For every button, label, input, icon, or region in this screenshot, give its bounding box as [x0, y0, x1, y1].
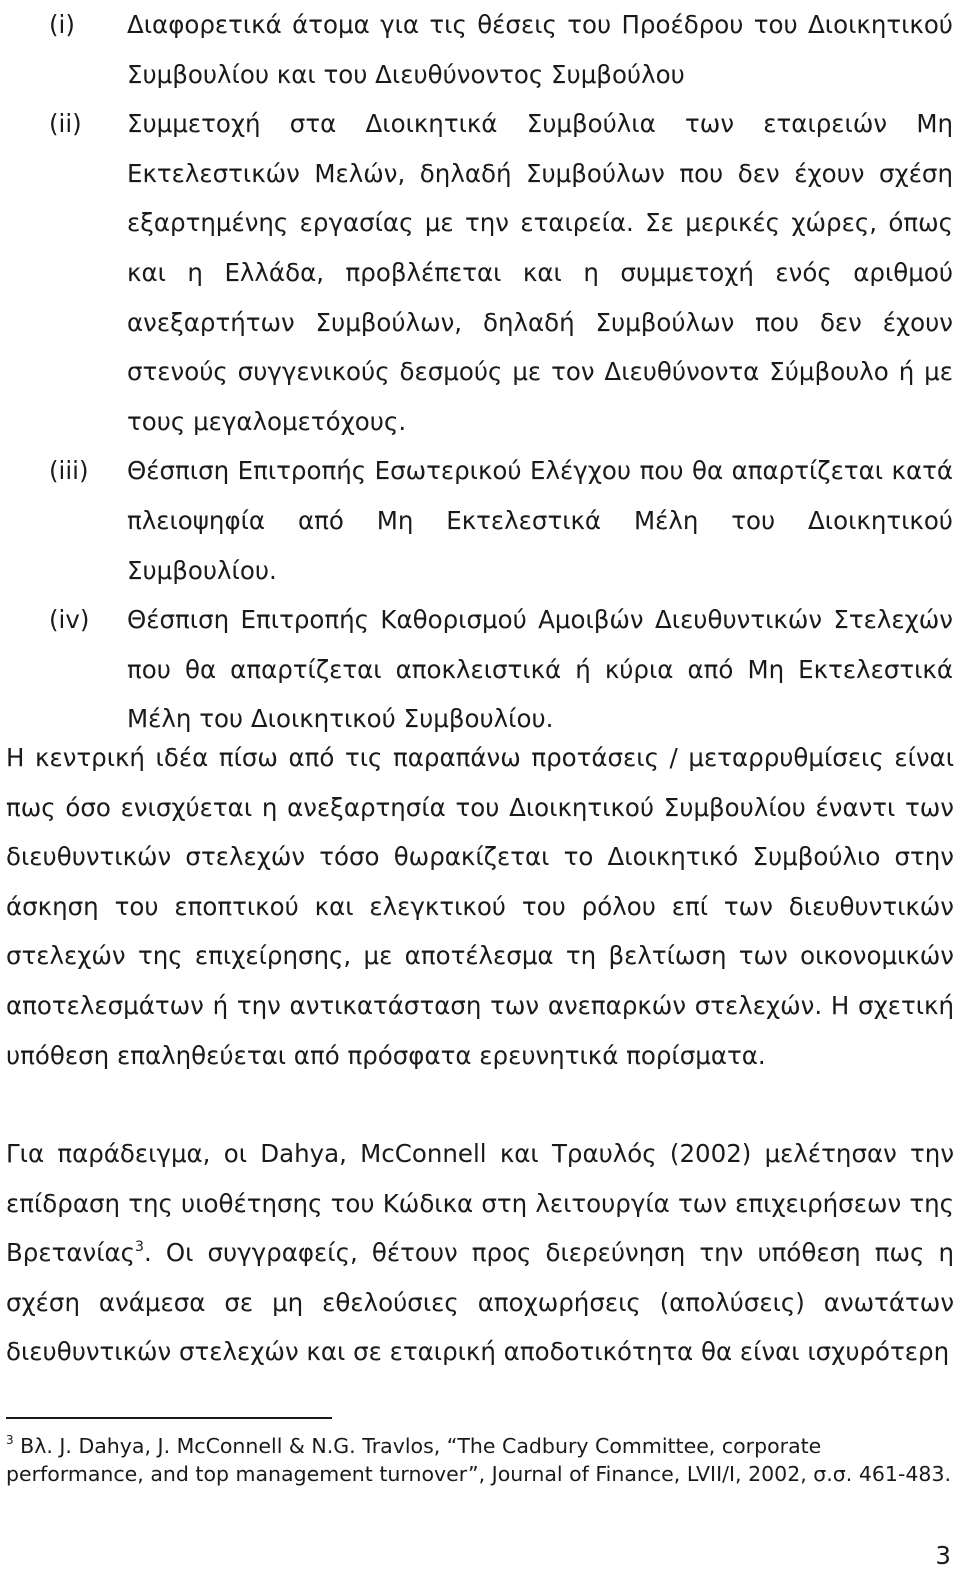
list-item-iii: [0, 446, 960, 595]
list-item-marker: (ii): [49, 109, 82, 139]
list-item-text: Συμμετοχή στα Διοικητικά Συμβούλια των εταιρειών Μη Εκτελεστικών Μελών, δηλαδή Συμβούλων που δεν έχουν σχέση εξαρτημένης εργασίας με την εταιρεία. Σε μερικές χώρες, όπως και η Ελλάδα, προβλέπεται και η συμμετοχή ενός αριθμού ανεξαρτήτων Συμβούλων, δηλαδή Συμβούλων που δεν έχουν στενούς συγγενικούς δεσμούς με τον Διευθύνοντα Σύμβουλο ή με τους μεγαλομετόχους.: [127, 109, 953, 436]
list-item-text: Θέσπιση Επιτροπής Εσωτερικού Ελέγχου που θα απαρτίζεται κατά πλειοψηφία από Μη Εκτελεστικά Μέλη του Διοικητικού Συμβουλίου.: [127, 456, 953, 585]
list-item-iv: [0, 595, 960, 744]
recommendations-list: [0, 0, 960, 744]
footnote-number: 3: [6, 1433, 14, 1447]
footnote-separator: [6, 1417, 332, 1419]
page-number: 3: [935, 1541, 951, 1570]
footnote-text: Βλ. J. Dahya, J. McConnell & N.G. Travlos, “The Cadbury Committee, corporate performance, and top management turnover”, Journal of Finance, LVII/I, 2002, σ.σ. 461-483.: [6, 1434, 952, 1486]
list-item-marker: (i): [49, 10, 75, 39]
list-item-ii: [0, 99, 960, 446]
list-item-text: Διαφορετικά άτομα για τις θέσεις του Προέδρου του Διοικητικού Συμβουλίου και του Διευθύνοντος Συμβούλου: [127, 10, 953, 89]
footnote: [6, 1432, 956, 1488]
list-item-marker: (iv): [49, 605, 90, 635]
body-paragraph-central-idea: Η κεντρική ιδέα πίσω από τις παραπάνω προτάσεις / μεταρρυθμίσεις είναι πως όσο ενισχύεται η ανεξαρτησία του Διοικητικού Συμβουλίου έναντι των διευθυντικών στελεχών τόσο θωρακίζεται το Διοικητικό Συμβούλιο στην άσκηση του εποπτικού και ελεγκτικού του ρόλου επί των διευθυντικών στελεχών της επιχείρησης, με αποτέλεσμα τη βελτίωση των οικονομικών αποτελεσμάτων ή την αντικατάσταση των ανεπαρκών στελεχών. Η σχετική υπόθεση επαληθεύεται από πρόσφατα ερευνητικά πορίσματα.: [6, 743, 954, 1070]
list-item-i: [0, 0, 960, 99]
paragraph-text-before-reference: Για παράδειγμα, οι Dahya, McConnell και Τραυλός (2002) μελέτησαν την επίδραση της υιοθέτησης του Κώδικα στη λειτουργία των επιχειρήσεων της Βρετανίας: [6, 1139, 954, 1268]
paragraph-text-after-reference: . Οι συγγραφείς, θέτουν προς διερεύνηση την υπόθεση πως η σχέση ανάμεσα σε μη εθελούσιες αποχωρήσεις (απολύσεις) ανωτάτων διευθυντικών στελεχών και σε εταιρική αποδοτικότητα θα είναι ισχυρότερη: [6, 1238, 954, 1367]
list-item-text: Θέσπιση Επιτροπής Καθορισμού Αμοιβών Διευθυντικών Στελεχών που θα απαρτίζεται αποκλειστικά ή κύρια από Μη Εκτελεστικά Μέλη του Διοικητικού Συμβουλίου.: [127, 605, 953, 734]
footnote-reference: 3: [135, 1239, 144, 1256]
list-item-marker: (iii): [49, 456, 89, 486]
body-paragraph-example: [6, 1129, 954, 1377]
